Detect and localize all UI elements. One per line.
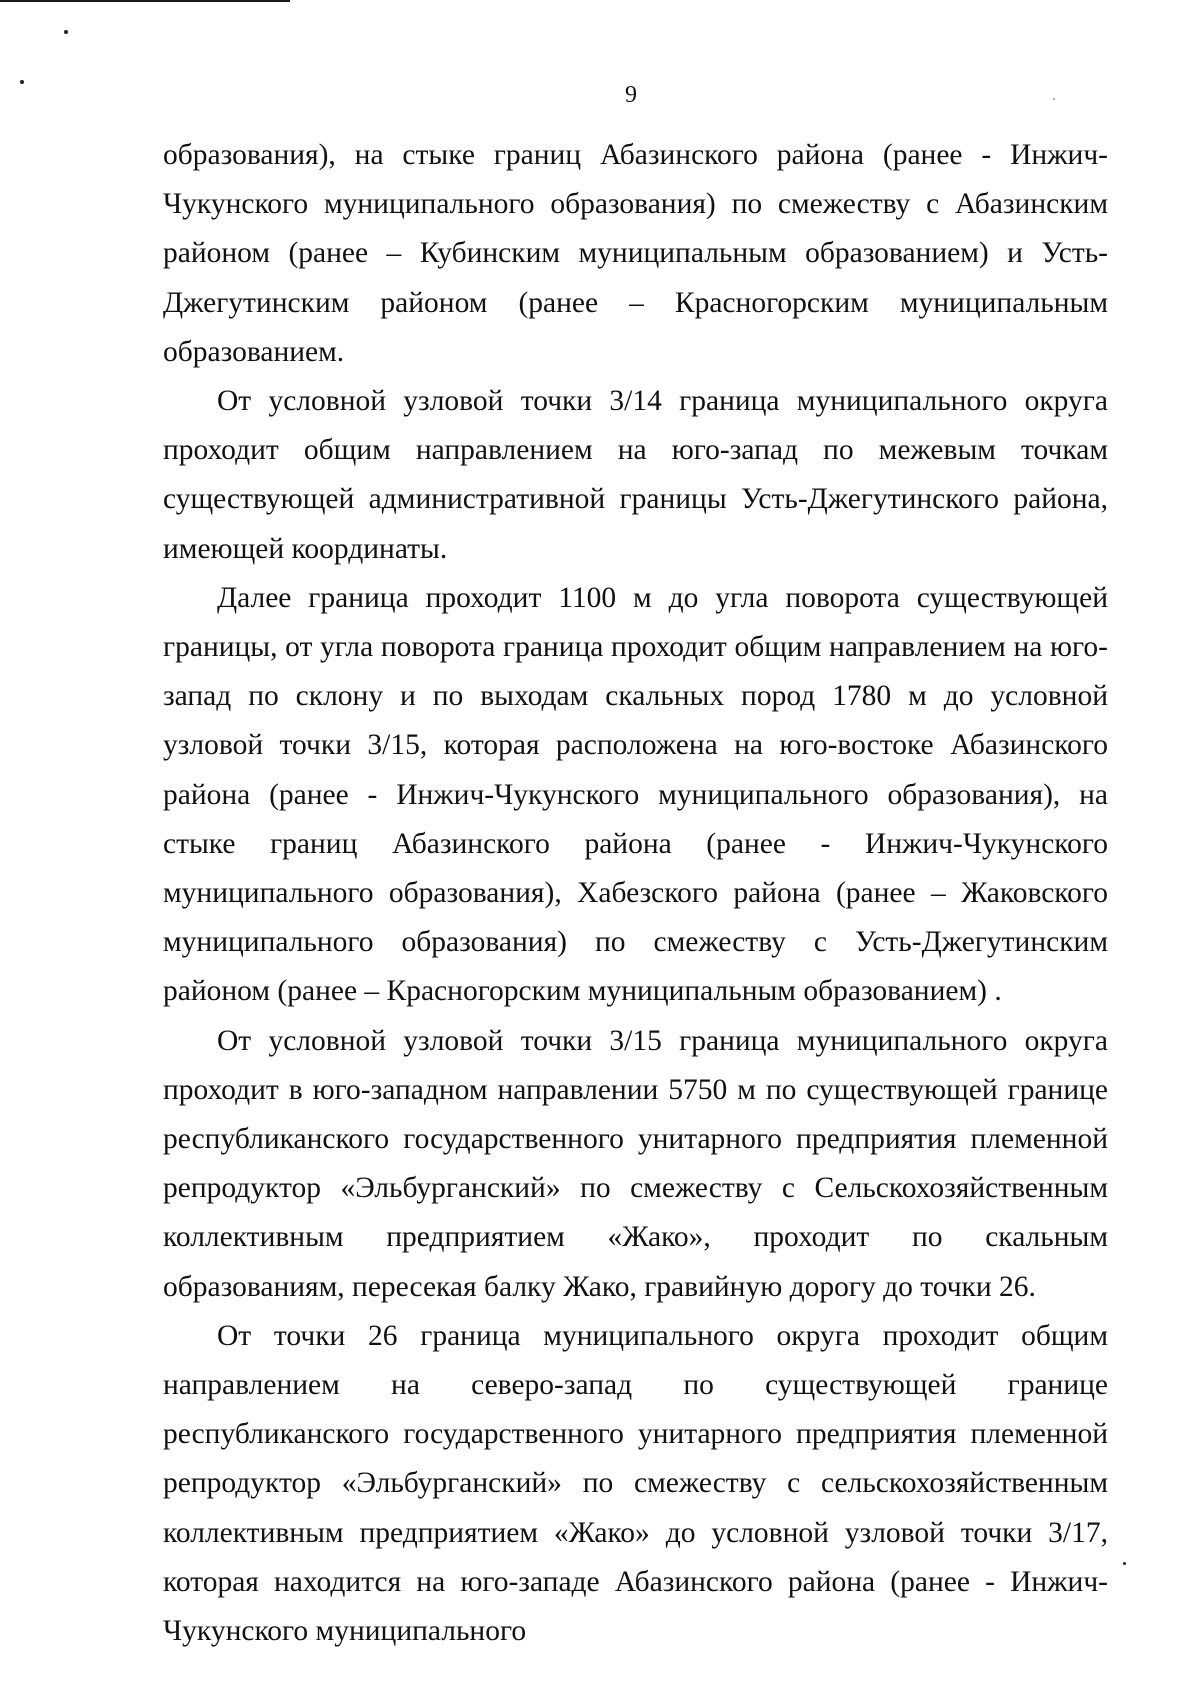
scan-speck xyxy=(1123,1562,1126,1565)
top-rule xyxy=(0,0,290,2)
document-body xyxy=(163,131,1108,1656)
paragraph-continuation: образования), на стыке границ Абазинского района (ранее - Инжич-Чукунского муниципального образования) по смежеству с Абазинским районом (ранее – Кубинским муниципальным образованием) и Усть-Джегутинским районом (ранее – Красногорским муниципальным образованием. xyxy=(163,139,1108,368)
paragraph: От условной узловой точки 3/14 граница муниципального округа проходит общим направлением на юго-запад по межевым точкам существующей административной границы Усть-Джегутинского района, имеющей координаты. xyxy=(163,385,1108,565)
paragraph: От точки 26 граница муниципального округа проходит общим направлением на северо-запад по существующей границе республиканского государственного унитарного предприятия племенной репродуктор «Эльбурганский» по смежеству с сельскохозяйственным коллективным предприятием «Жако» до условной узловой точки 3/17, которая находится на юго-западе Абазинского района (ранее - Инжич-Чукунского муниципального xyxy=(163,1319,1108,1648)
paragraph: Далее граница проходит 1100 м до угла поворота существующей границы, от угла поворота граница проходит общим направлением на юго-запад по склону и по выходам скальных пород 1780 м до условной узловой точки 3/15, которая расположена на юго-востоке Абазинского района (ранее - Инжич-Чукунского муниципального образования), на стыке границ Абазинского района (ранее - Инжич-Чукунского муниципального образования), Хабезского района (ранее – Жаковского муниципального образования) по смежеству с Усть-Джегутинским районом (ранее – Красногорским муниципальным образованием) . xyxy=(163,581,1108,1008)
page-number: 9 xyxy=(625,82,637,108)
paragraph: От условной узловой точки 3/15 граница муниципального округа проходит в юго-западном направлении 5750 м по существующей границе республиканского государственного унитарного предприятия племенной репродуктор «Эльбурганский» по смежеству с Сельскохозяйственным коллективным предприятием «Жако», проходит по скальным образованиям, пересекая балку Жако, гравийную дорогу до точки 26. xyxy=(163,1024,1108,1303)
scan-speck xyxy=(64,30,68,34)
